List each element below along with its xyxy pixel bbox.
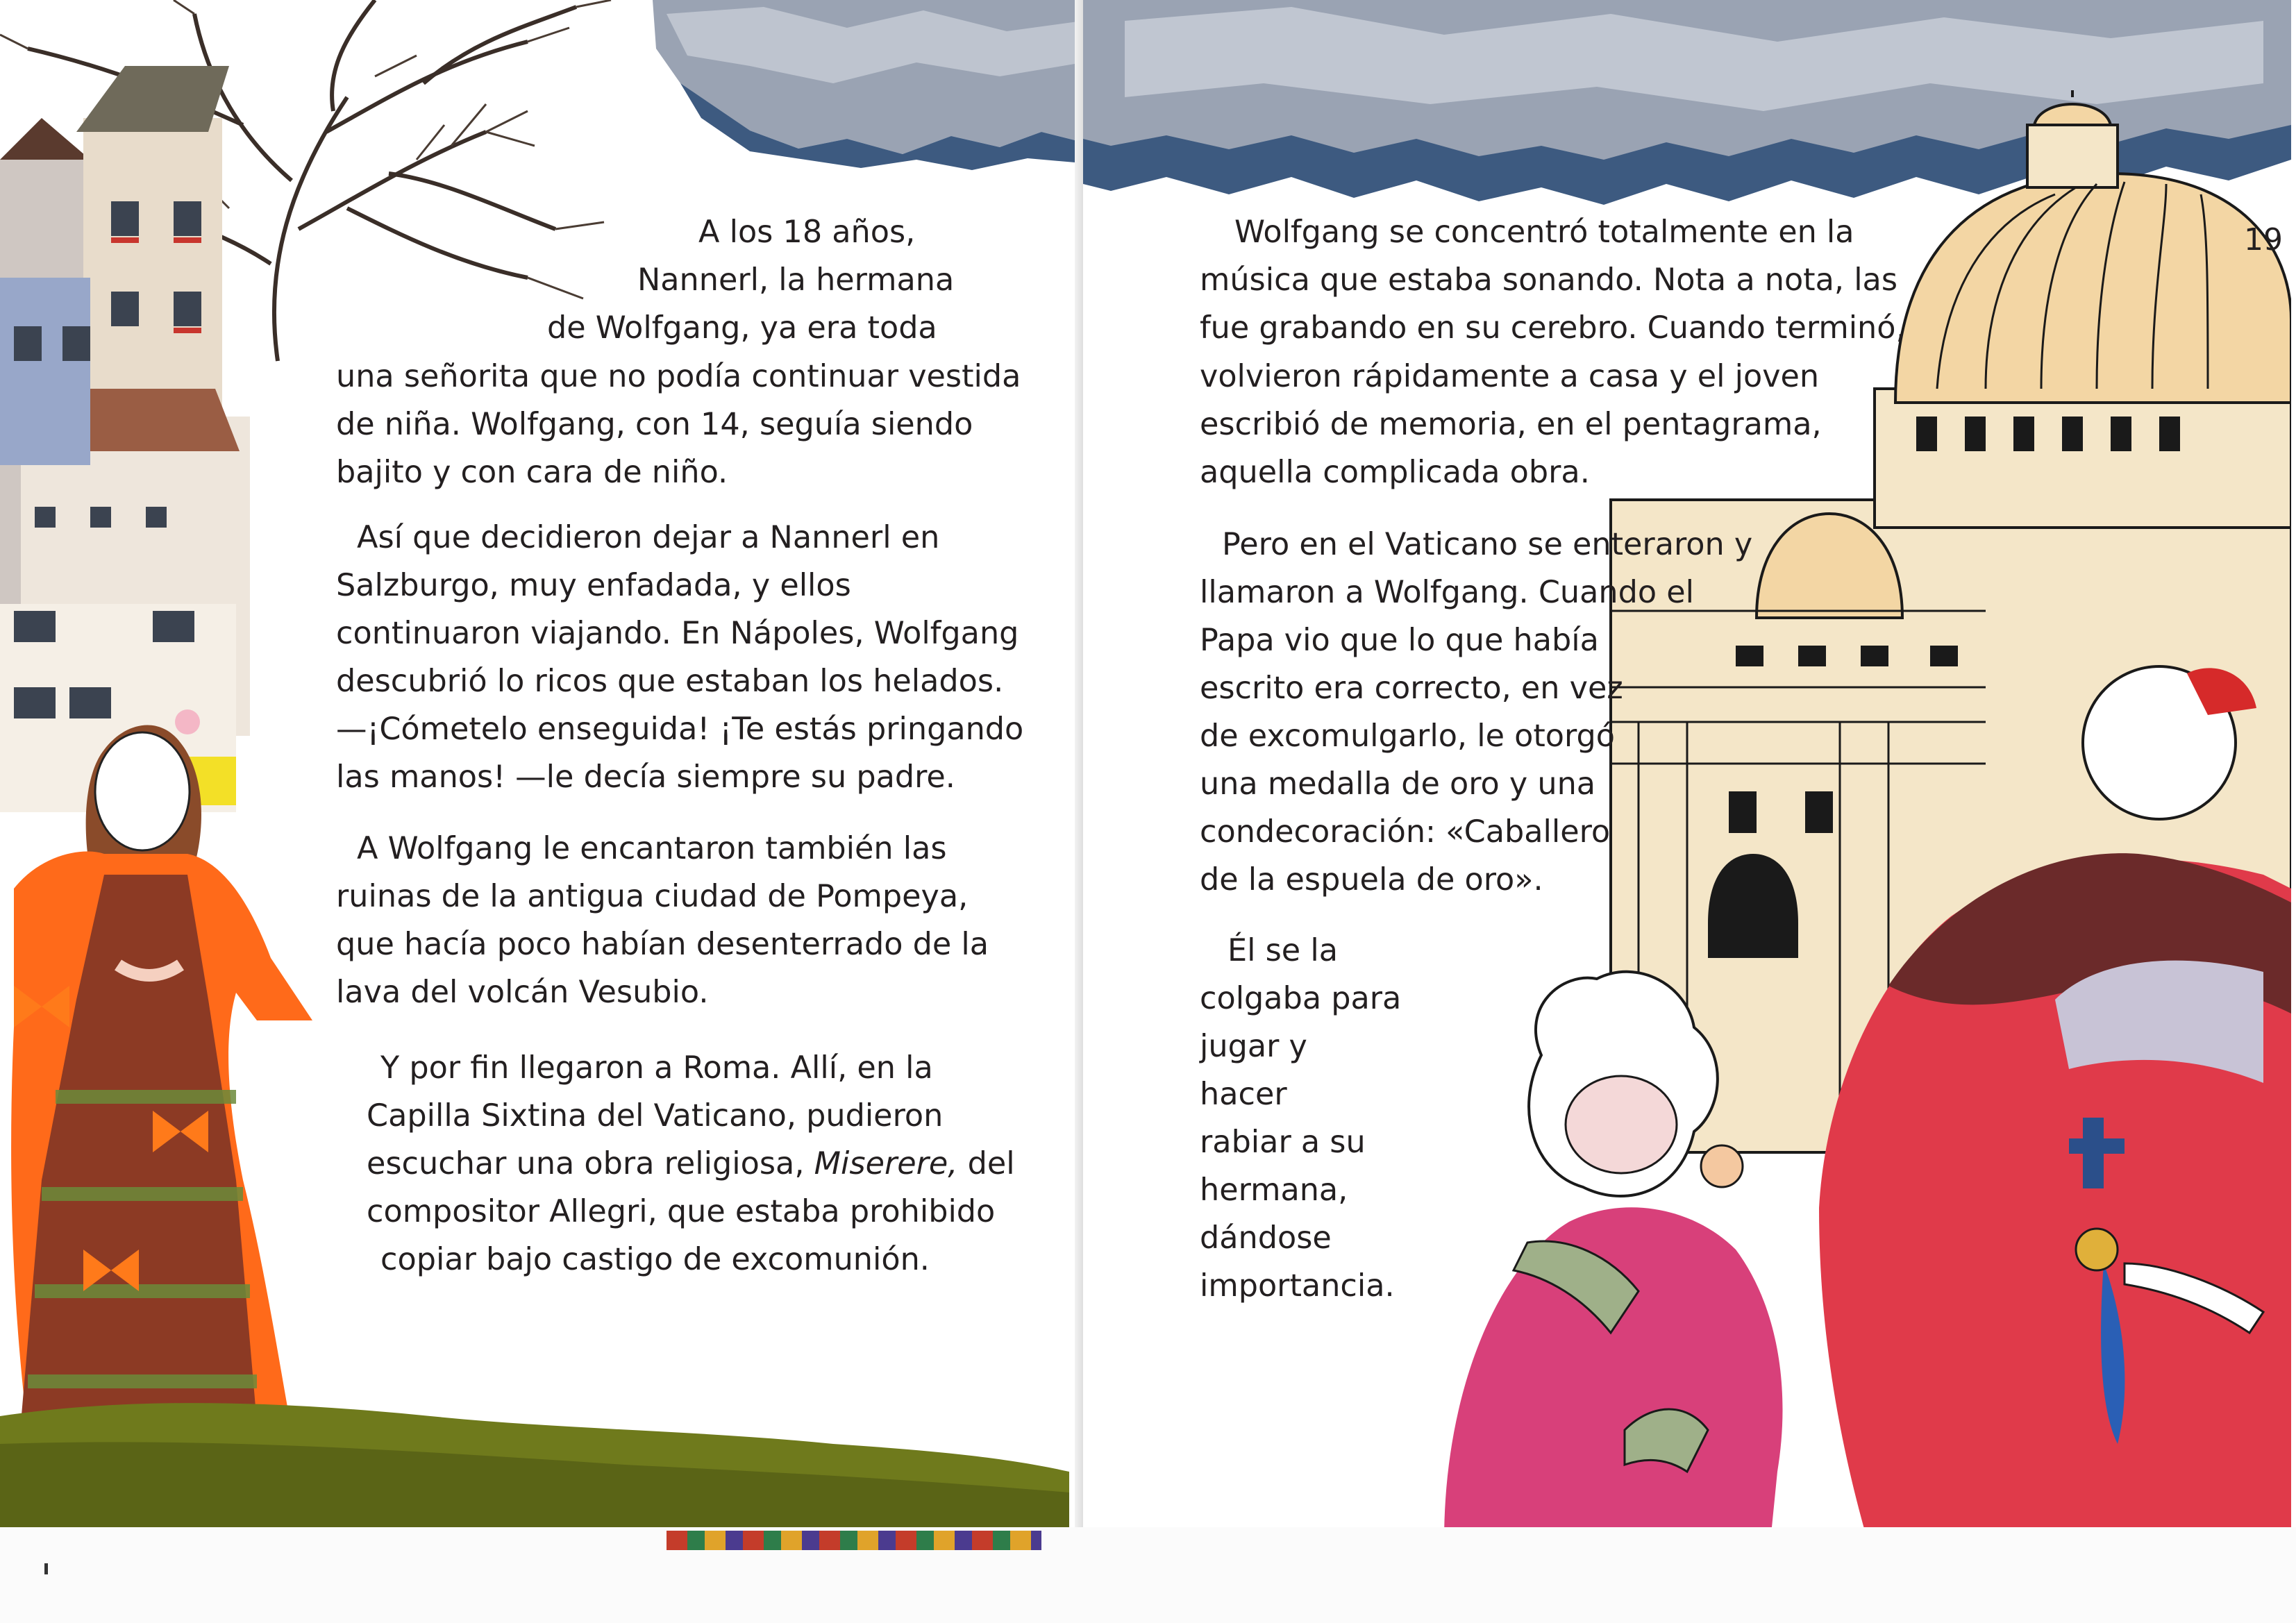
paragraph-4-line-3-end: del — [957, 1146, 1015, 1181]
r-paragraph-2-line-7: condecoración: «Caballero — [1200, 814, 1611, 850]
paragraph-1-line-3: de Wolfgang, ya era toda — [547, 310, 937, 346]
nannerl-figure — [11, 709, 312, 1430]
paragraph-1-line-6: bajito y con cara de niño. — [336, 455, 728, 490]
right-page — [1083, 0, 2291, 1541]
cloud-collage-left — [653, 0, 1083, 170]
paragraph-2-line-3: continuaron viajando. En Nápoles, Wolfgang — [336, 616, 1019, 651]
r-paragraph-2-line-3: Papa vio que lo que había — [1200, 623, 1599, 658]
r-paragraph-3-line-7: dándose — [1200, 1220, 1332, 1256]
paragraph-4-line-1: Y por fin llegaron a Roma. Allí, en la — [380, 1050, 933, 1086]
r-paragraph-2-line-1: Pero en el Vaticano se enteraron y — [1222, 527, 1753, 562]
left-page — [0, 0, 1083, 1541]
r-paragraph-1-line-6: aquella complicada obra. — [1200, 455, 1590, 490]
r-paragraph-3-line-6: hermana, — [1200, 1172, 1348, 1208]
r-paragraph-2-line-6: una medalla de oro y una — [1200, 766, 1596, 802]
r-paragraph-3-line-2: colgaba para — [1200, 981, 1402, 1016]
scan-margin — [0, 1527, 2296, 1623]
paragraph-4-line-2: Capilla Sixtina del Vaticano, pudieron — [367, 1098, 944, 1134]
r-paragraph-3-line-3: jugar y — [1200, 1029, 1307, 1064]
r-paragraph-2-line-4: escrito era correcto, en vez — [1200, 671, 1623, 706]
grass-ground — [0, 1403, 1069, 1541]
paragraph-1-line-1: A los 18 años, — [698, 215, 916, 250]
salzburg-houses — [0, 66, 250, 812]
r-paragraph-1-line-4: volvieron rápidamente a casa y el joven — [1200, 359, 1820, 394]
r-paragraph-1-line-2: música que estaba sonando. Nota a nota, las — [1200, 262, 1898, 298]
paragraph-1-line-4: una señorita que no podía continuar vestida — [336, 359, 1021, 394]
paragraph-2-line-1: Así que decidieron dejar a Nannerl en — [357, 520, 940, 555]
r-paragraph-3-line-5: rabiar a su — [1200, 1125, 1366, 1160]
scan-mark — [44, 1563, 48, 1574]
r-paragraph-2-line-5: de excomulgarlo, le otorgó — [1200, 718, 1615, 754]
paragraph-4-line-3 — [367, 1140, 1015, 1188]
paragraph-3-line-1: A Wolfgang le encantaron también las — [357, 831, 947, 866]
r-paragraph-3-line-4: hacer — [1200, 1077, 1287, 1112]
paragraph-2-line-2: Salzburgo, muy enfadada, y ellos — [336, 568, 851, 603]
paragraph-1-line-2: Nannerl, la hermana — [637, 262, 955, 298]
cover-binding-strip — [667, 1531, 1041, 1550]
paragraph-4-line-5: copiar bajo castigo de excomunión. — [380, 1242, 930, 1277]
paragraph-3-line-2: ruinas de la antigua ciudad de Pompeya, — [336, 879, 969, 914]
paragraph-2-line-5: —¡Cómetelo enseguida! ¡Te estás pringando — [336, 712, 1024, 747]
paragraph-3-line-3: que hacía poco habían desenterrado de la — [336, 927, 989, 962]
r-paragraph-3-line-1: Él se la — [1227, 933, 1338, 968]
r-paragraph-2-line-8: de la espuela de oro». — [1200, 862, 1543, 898]
paragraph-2-line-6: las manos! —le decía siempre su padre. — [336, 759, 955, 795]
paragraph-2-line-4: descubrió lo ricos que estaban los helados. — [336, 664, 1004, 699]
r-paragraph-3-line-8: importancia. — [1200, 1268, 1395, 1304]
page-number: 19 — [2244, 222, 2283, 258]
r-paragraph-1-line-1: Wolfgang se concentró totalmente en la — [1234, 215, 1854, 250]
miserere-title: Miserere, — [814, 1146, 958, 1181]
r-paragraph-1-line-3: fue grabando en su cerebro. Cuando terminó, — [1200, 310, 1906, 346]
paragraph-1-line-5: de niña. Wolfgang, con 14, seguía siendo — [336, 407, 973, 442]
paragraph-4-line-4: compositor Allegri, que estaba prohibido — [367, 1194, 996, 1229]
r-paragraph-1-line-5: escribió de memoria, en el pentagrama, — [1200, 407, 1822, 442]
paragraph-4-line-3-text: escuchar una obra religiosa, — [367, 1146, 805, 1181]
r-paragraph-2-line-2: llamaron a Wolfgang. Cuando el — [1200, 575, 1694, 610]
paragraph-3-line-4: lava del volcán Vesubio. — [336, 975, 709, 1010]
